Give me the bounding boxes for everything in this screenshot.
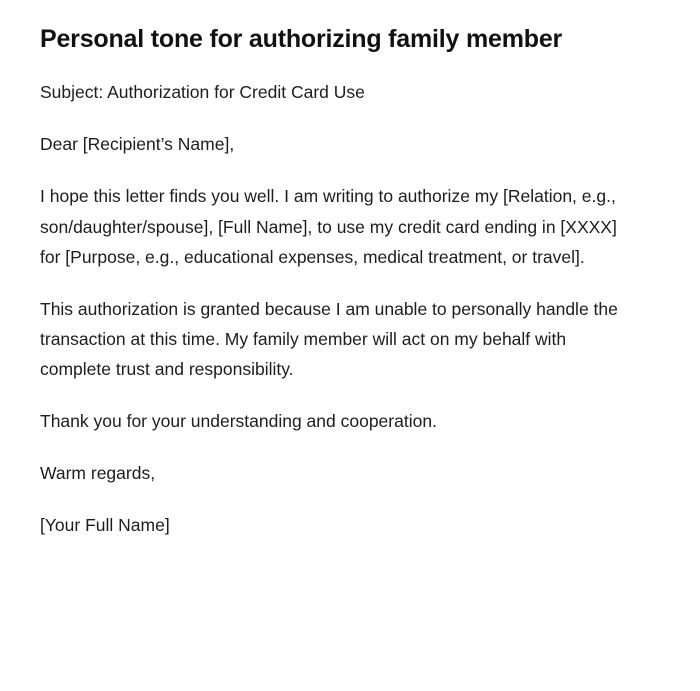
page-title: Personal tone for authorizing family member — [40, 25, 563, 53]
paragraph-closing: Warm regards, — [40, 463, 156, 484]
paragraph-salutation: Dear [Recipient’s Name], — [40, 134, 235, 155]
paragraph-subject: Subject: Authorization for Credit Card Use — [40, 82, 365, 103]
paragraph-signature: [Your Full Name] — [40, 515, 170, 536]
paragraph-thanks: Thank you for your understanding and cooperation. — [40, 411, 437, 431]
paragraph-body-2: This authorization is granted because I am unable to personally handle the transaction at this time. My family member will act on my behalf with complete trust and responsibility. — [40, 298, 618, 379]
paragraph-body-1: I hope this letter finds you well. I am writing to authorize my [Relation, e.g., son/daughter/spouse], [Full Name], to use my credit card ending in [XXXX] for [Purpose, e.g., educational expenses, medical treatment, or travel]. — [40, 186, 617, 267]
